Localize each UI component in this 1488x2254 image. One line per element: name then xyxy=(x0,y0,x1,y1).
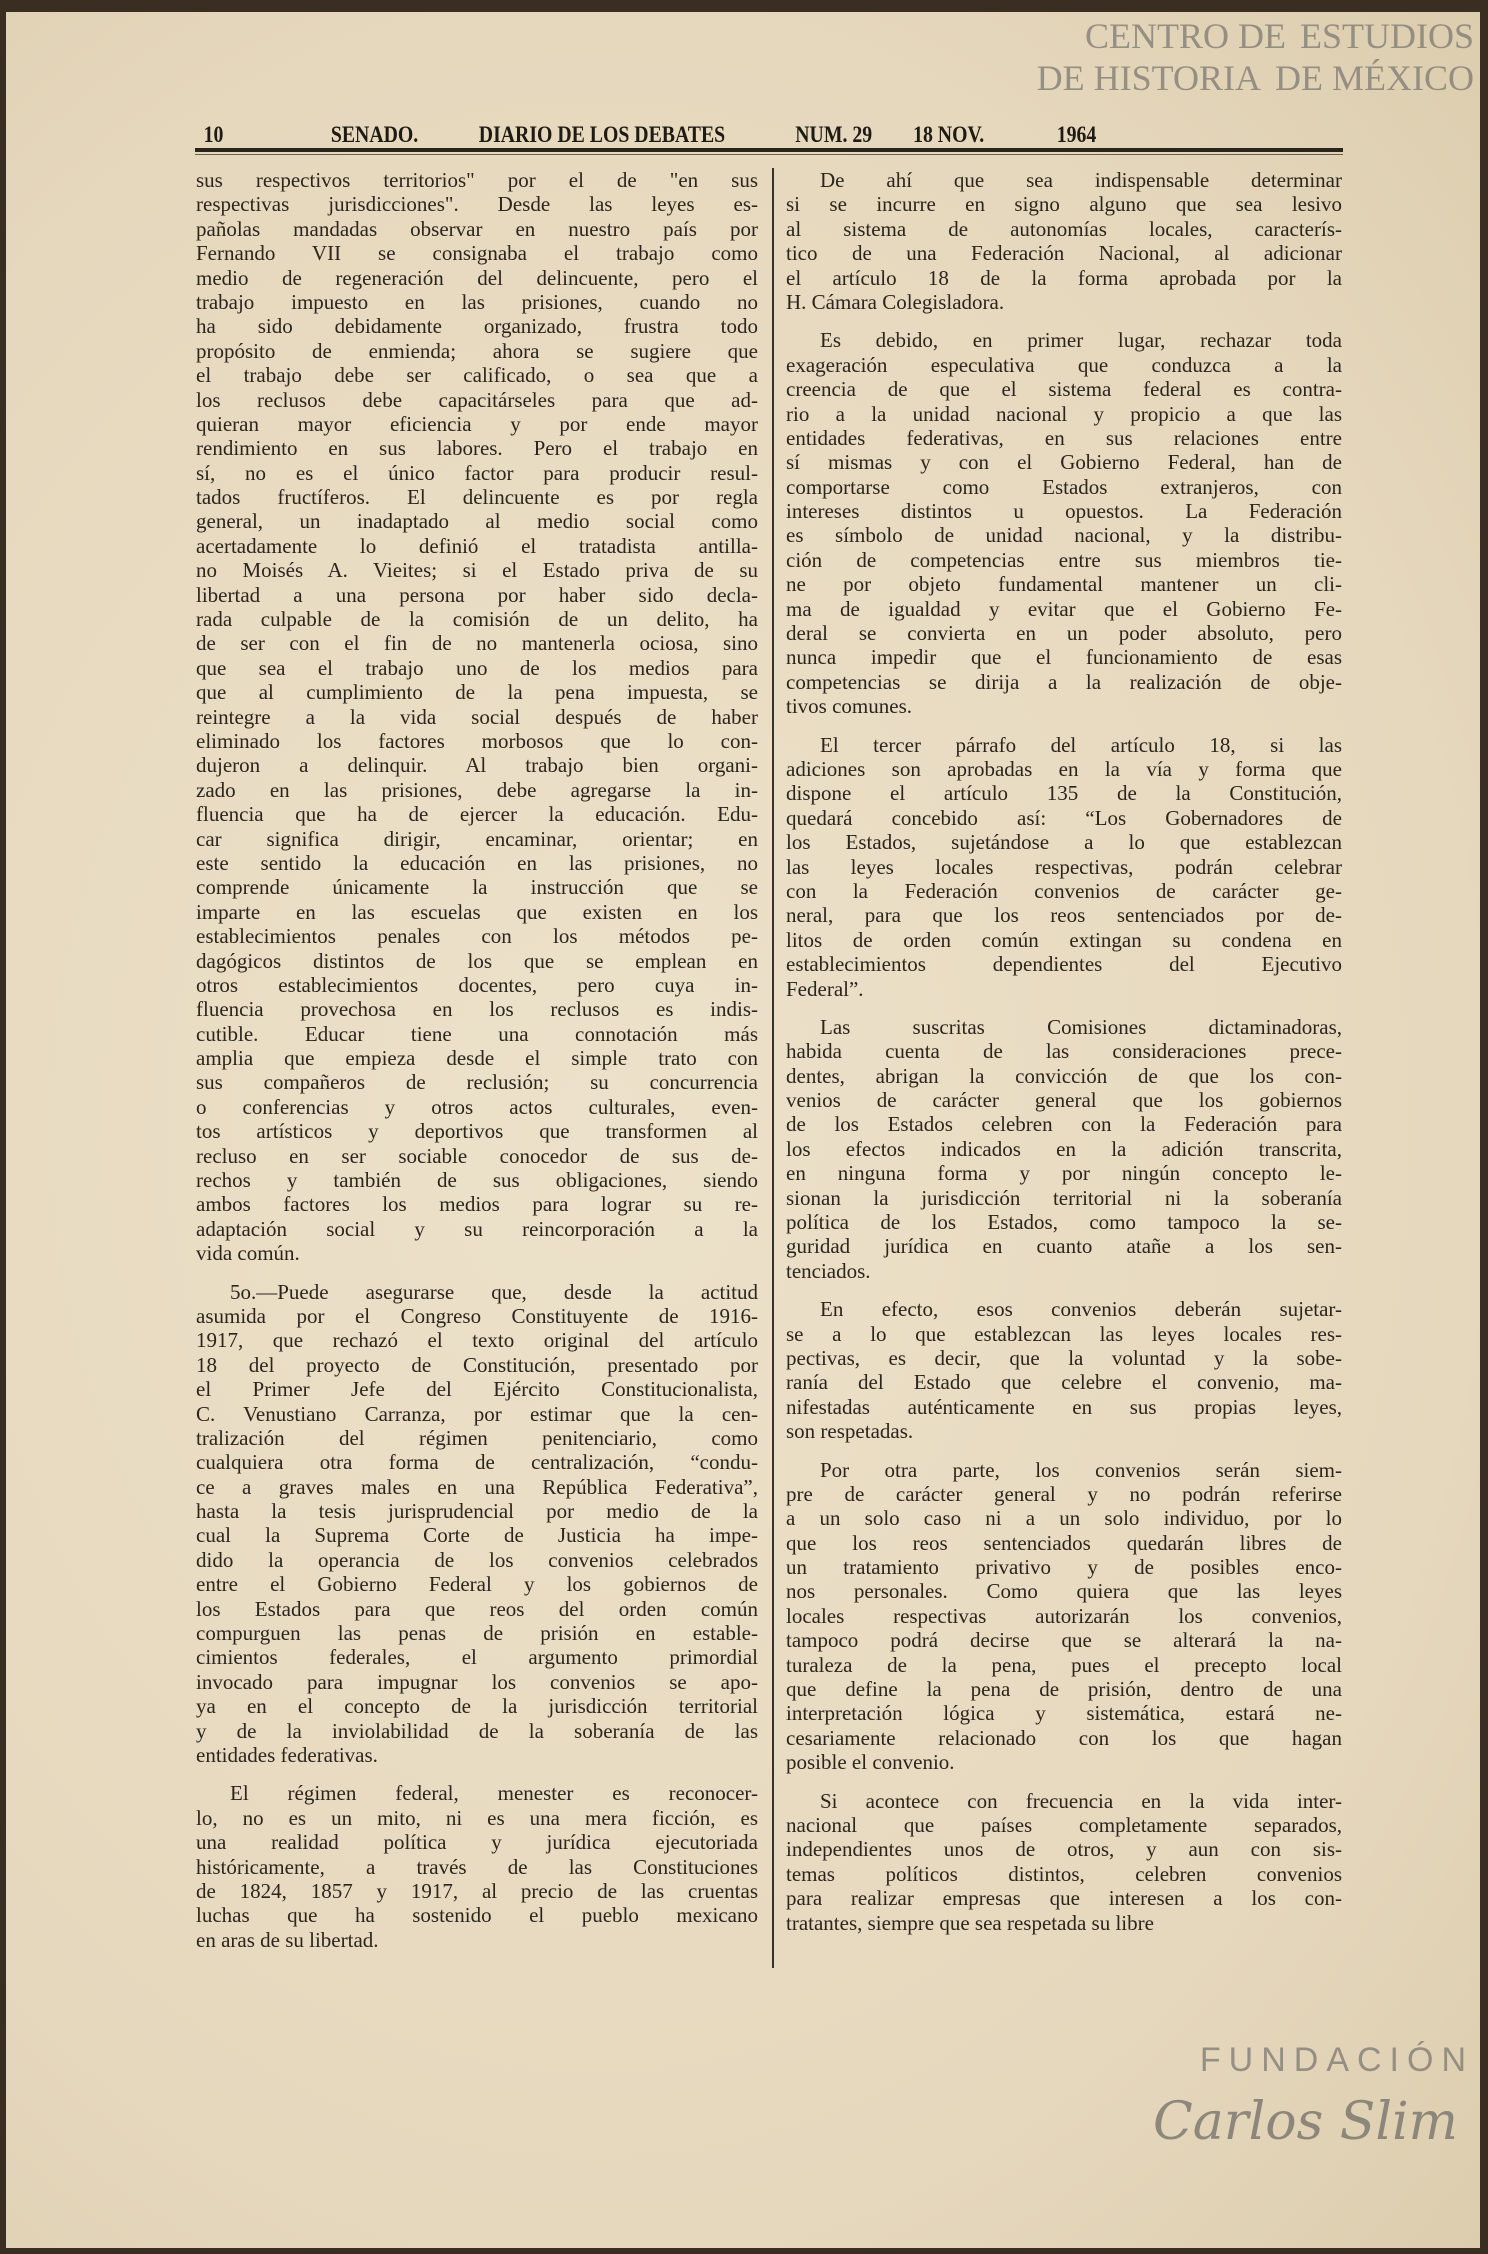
text-line: cualquiera otra forma de centralización, “condu- xyxy=(196,1450,758,1475)
text-line: un tratamiento privativo y de posibles enco- xyxy=(786,1555,1342,1580)
header-rule xyxy=(195,148,1343,152)
text-line: en ninguna forma y por ningún concepto le- xyxy=(786,1161,1342,1186)
text-line: amplia que empieza desde el simple trato con xyxy=(196,1046,758,1071)
text-line: eliminado los factores morbosos que lo con- xyxy=(196,728,758,753)
text-line: entre el Gobierno Federal y los gobiernos de xyxy=(196,1572,758,1597)
text-line: si se incurre en signo alguno que sea lesivo xyxy=(786,192,1342,217)
watermark-row xyxy=(1200,2040,1474,2080)
text-line: los efectos indicados en la adición transcrita, xyxy=(786,1136,1342,1161)
text-line: asumida por el Congreso Constituyente de 1916- xyxy=(196,1303,758,1328)
text-line: car significa dirigir, encaminar, orientar; en xyxy=(196,826,758,851)
publication-title: DIARIO DE LOS DEBATES xyxy=(478,122,726,147)
text-line: tivos comunes. xyxy=(786,694,912,719)
text-line: sí mismas y con el Gobierno Federal, han de xyxy=(786,450,1342,475)
text-line: los Estados para que reos del orden común xyxy=(196,1596,758,1621)
text-line: los reclusos debe capacitárseles para que ad- xyxy=(196,387,758,412)
text-line: trabajo impuesto en las prisiones, cuando no xyxy=(196,289,758,314)
text-line: intereses distintos u opuestos. La Federación xyxy=(786,499,1342,524)
text-line: De ahí que sea indispensable determinar xyxy=(820,168,1342,192)
text-line: respectivas jurisdicciones". Desde las leyes es- xyxy=(196,192,758,217)
text-line: quieran mayor eficiencia y por ende mayor xyxy=(196,411,758,436)
text-line: rada culpable de la comisión de un delito, ha xyxy=(196,607,758,632)
text-line: en aras de su libertad. xyxy=(196,1927,379,1952)
text-line: se a lo que establezcan las leyes locales res- xyxy=(786,1321,1342,1346)
text-line: rechos y también de sus obligaciones, siendo xyxy=(196,1168,758,1193)
text-line: dagógicos distintos de los que se emplean en xyxy=(196,948,758,973)
text-line: 1917, que rechazó el texto original del artículo xyxy=(196,1328,758,1353)
text-line: comprende únicamente la instrucción que se xyxy=(196,875,758,900)
text-line: nifestadas auténticamente en sus propias leyes, xyxy=(786,1394,1342,1419)
text-line: que sea el trabajo uno de los medios para xyxy=(196,655,758,680)
text-line: que los reos sentenciados quedarán libres de xyxy=(786,1530,1342,1555)
text-line: tralización del régimen penitenciario, como xyxy=(196,1425,758,1450)
text-line: de 1824, 1857 y 1917, al precio de las cruentas xyxy=(196,1878,758,1903)
text-line: locales respectivas autorizarán los convenios, xyxy=(786,1603,1342,1628)
text-line: invocado para impugnar los convenios se apo- xyxy=(196,1669,758,1694)
header-rule-thin xyxy=(195,154,1343,155)
paragraph xyxy=(786,733,1342,1001)
text-line: nos personales. Como quiera que las leyes xyxy=(786,1579,1342,1604)
text-line: sus compañeros de reclusión; su concurrencia xyxy=(196,1070,758,1095)
text-line: ambos factores los medios para lograr su re- xyxy=(196,1192,758,1217)
issue-date: 18 NOV. xyxy=(913,122,985,147)
text-line: las leyes locales respectivas, podrán celebrar xyxy=(786,854,1342,879)
paragraph xyxy=(196,1280,758,1768)
text-line: fluencia que ha de ejercer la educación. Edu- xyxy=(196,802,758,827)
text-line: nunca impedir que el funcionamiento de esas xyxy=(786,645,1342,670)
watermark-text: ESTUDIOS xyxy=(1299,16,1474,56)
text-line: dido la operancia de los convenios celebrados xyxy=(196,1547,758,1572)
text-line: reintegre a la vida social después de haber xyxy=(196,704,758,729)
text-line: es símbolo de unidad nacional, y la distribu- xyxy=(786,523,1342,548)
text-line: tenciados. xyxy=(786,1258,871,1283)
text-line: Fernando VII se consignaba el trabajo como xyxy=(196,241,758,266)
text-line: pañolas mandadas observar en nuestro país por xyxy=(196,216,758,241)
text-line: para realizar empresas que interesen a los con- xyxy=(786,1886,1342,1911)
text-line: lo, no es un mito, ni es una mera ficción, es xyxy=(196,1805,758,1830)
text-line: dujeron a delinquir. Al trabajo bien organi- xyxy=(196,753,758,778)
text-line: hasta la tesis jurisprudencial por medio de la xyxy=(196,1499,758,1524)
text-line: En efecto, esos convenios deberán sujetar- xyxy=(820,1297,1342,1322)
text-line: Federal”. xyxy=(786,976,864,1001)
text-line: no Moisés A. Vieites; si el Estado priva de su xyxy=(196,558,758,583)
text-line: ha sido debidamente organizado, frustra todo xyxy=(196,314,758,339)
text-line: interpretación lógica y sistemática, estará ne- xyxy=(786,1701,1342,1726)
text-line: de ser con el fin de no mantenerla ociosa, sino xyxy=(196,631,758,656)
text-line: nacional que países completamente separados, xyxy=(786,1813,1342,1837)
text-line: deral se convierta en un poder absoluto, pero xyxy=(786,621,1342,646)
text-line: imparte en las escuelas que existen en los xyxy=(196,899,758,924)
text-line: que al cumplimiento de la pena impuesta, se xyxy=(196,680,758,705)
paragraph xyxy=(786,328,1342,718)
text-line: con la Federación convenios de carácter ge- xyxy=(786,878,1342,903)
text-line: exageración especulativa que conduzca a la xyxy=(786,352,1342,377)
text-line: una realidad política y jurídica ejecutoriada xyxy=(196,1830,758,1855)
text-line: ranía del Estado que celebre el convenio, ma- xyxy=(786,1370,1342,1395)
text-line: zado en las prisiones, debe agregarse la in- xyxy=(196,777,758,802)
text-line: ne por objeto fundamental mantener un cli- xyxy=(786,572,1342,597)
page-number: 10 xyxy=(203,122,224,147)
text-line: cesariamente relacionado con los que hagan xyxy=(786,1725,1342,1750)
paragraph xyxy=(786,1458,1342,1775)
paragraph xyxy=(196,1781,758,1952)
text-line: el artículo 18 de la forma aprobada por la xyxy=(786,265,1342,290)
text-line: al sistema de autonomías locales, caracterís- xyxy=(786,216,1342,241)
text-line: adiciones son aprobadas en la vía y forma que xyxy=(786,756,1342,781)
text-line: Si acontece con frecuencia en la vida inter- xyxy=(820,1788,1342,1813)
text-line: tos artísticos y deportivos que transformen al xyxy=(196,1119,758,1144)
watermark-text: FUNDACIÓN xyxy=(1199,2041,1474,2079)
watermark-text: CENTRO DE xyxy=(1084,16,1286,56)
text-line: posible el convenio. xyxy=(786,1750,955,1775)
text-line: ma de igualdad y evitar que el Gobierno Fe- xyxy=(786,596,1342,621)
right-column xyxy=(786,168,1342,1949)
text-line: dentes, abrigan la convicción de que los con- xyxy=(786,1063,1342,1088)
text-line: pre de carácter general y no podrán referirse xyxy=(786,1481,1342,1506)
text-line: comportarse como Estados extranjeros, con xyxy=(786,474,1342,499)
watermark-signature: Carlos Slim xyxy=(1153,2092,1458,2152)
text-line: libertad a una persona por haber sido decla- xyxy=(196,582,758,607)
text-line: el Primer Jefe del Ejército Constitucionalista, xyxy=(196,1377,758,1402)
text-line: y de la inviolabilidad de la soberanía de las xyxy=(196,1718,758,1743)
text-line: ce a graves males en una República Federativa”, xyxy=(196,1474,758,1499)
text-line: neral, para que los reos sentenciados por de- xyxy=(786,903,1342,928)
text-line: fluencia provechosa en los reclusos es indis- xyxy=(196,997,758,1022)
watermark-text: DE MÉXICO xyxy=(1275,58,1474,98)
text-line: quedará concebido así: “Los Gobernadores de xyxy=(786,805,1342,830)
text-line: tampoco podrá decirse que se alterará la na- xyxy=(786,1628,1342,1653)
column-divider xyxy=(772,168,774,1968)
text-line: sionan la jurisdicción territorial ni la soberanía xyxy=(786,1185,1342,1210)
text-line: H. Cámara Colegisladora. xyxy=(786,289,1005,314)
text-line: tados fructíferos. El delincuente es por regla xyxy=(196,485,758,510)
paragraph xyxy=(786,1789,1342,1935)
text-line: dispone el artículo 135 de la Constitución, xyxy=(786,781,1342,806)
watermark-row xyxy=(1085,16,1474,56)
text-line: turaleza de la pena, pues el precepto local xyxy=(786,1652,1342,1677)
watermark-text: DE HISTORIA xyxy=(1036,58,1262,98)
text-line: vida común. xyxy=(196,1241,300,1266)
text-line: históricamente, a través de las Constituciones xyxy=(196,1854,758,1879)
text-line: pectivas, es decir, que la voluntad y la sobe- xyxy=(786,1345,1342,1370)
text-line: otros establecimientos docentes, pero cuya in- xyxy=(196,972,758,997)
text-line: son respetadas. xyxy=(786,1419,914,1444)
text-line: litos de orden común extingan su condena en xyxy=(786,927,1342,952)
text-line: ya en el concepto de la jurisdicción territorial xyxy=(196,1694,758,1719)
text-line: tratantes, siempre que sea respetada su libre xyxy=(786,1910,1154,1935)
text-line: Es debido, en primer lugar, rechazar toda xyxy=(820,328,1342,353)
text-line: El régimen federal, menester es reconocer- xyxy=(230,1781,758,1806)
text-line: habida cuenta de las consideraciones prece- xyxy=(786,1039,1342,1064)
text-line: rio a la unidad nacional y propicio a que las xyxy=(786,401,1342,426)
text-line: independientes unos de otros, y aun con sis- xyxy=(786,1837,1342,1862)
text-line: general, un inadaptado al medio social como xyxy=(196,509,758,534)
text-line: adaptación social y su reincorporación a la xyxy=(196,1216,758,1241)
text-line: o conferencias y otros actos culturales, even- xyxy=(196,1094,758,1119)
text-line: sus respectivos territorios" por el de "en sus xyxy=(196,168,758,192)
text-line: 18 del proyecto de Constitución, presentado por xyxy=(196,1352,758,1377)
text-line: C. Venustiano Carranza, por estimar que la cen- xyxy=(196,1401,758,1426)
text-line: El tercer párrafo del artículo 18, si las xyxy=(820,732,1342,757)
text-line: competencias se dirija a la realización de obje- xyxy=(786,669,1342,694)
text-line: que define la pena de prisión, dentro de una xyxy=(786,1677,1342,1702)
text-line: cual la Suprema Corte de Justicia ha impe- xyxy=(196,1523,758,1548)
text-line: medio de regeneración del delincuente, pero el xyxy=(196,265,758,290)
text-line: establecimientos penales con los métodos pe- xyxy=(196,924,758,949)
text-line: venios de carácter general que los gobiernos xyxy=(786,1088,1342,1113)
text-line: a un solo caso ni a un solo individuo, por lo xyxy=(786,1506,1342,1531)
text-line: propósito de enmienda; ahora se sugiere que xyxy=(196,338,758,363)
text-line: entidades federativas. xyxy=(196,1743,378,1767)
left-column xyxy=(196,168,758,1966)
text-line: sí, no es el único factor para producir resul- xyxy=(196,460,758,485)
issue-year: 1964 xyxy=(1056,122,1097,147)
text-line: entidades federativas, en sus relaciones entre xyxy=(786,425,1342,450)
text-line: ción de competencias entre sus miembros tie- xyxy=(786,547,1342,572)
paragraph xyxy=(786,1015,1342,1283)
text-line: política de los Estados, como tampoco la se- xyxy=(786,1210,1342,1235)
text-line: establecimientos dependientes del Ejecutivo xyxy=(786,952,1342,977)
text-line: creencia de que el sistema federal es contra- xyxy=(786,377,1342,402)
text-line: acertadamente lo definió el tratadista antilla- xyxy=(196,533,758,558)
text-line: de los Estados celebren con la Federación para xyxy=(786,1112,1342,1137)
text-line: recluso en ser sociable conocedor de sus de- xyxy=(196,1143,758,1168)
text-line: el trabajo debe ser calificado, o sea que a xyxy=(196,363,758,388)
text-line: temas políticos distintos, celebren convenios xyxy=(786,1861,1342,1886)
text-line: Por otra parte, los convenios serán siem- xyxy=(820,1457,1342,1482)
paragraph xyxy=(786,168,1342,314)
chamber-name: SENADO. xyxy=(330,122,419,147)
text-line: compurguen las penas de prisión en estable- xyxy=(196,1621,758,1646)
text-line: cutible. Educar tiene una connotación más xyxy=(196,1021,758,1046)
text-line: tico de una Federación Nacional, al adicionar xyxy=(786,241,1342,266)
text-line: Las suscritas Comisiones dictaminadoras, xyxy=(820,1014,1342,1039)
text-line: este sentido la educación en las prisiones, no xyxy=(196,850,758,875)
issue-number: NUM. 29 xyxy=(795,122,873,147)
text-line: los Estados, sujetándose a lo que establezcan xyxy=(786,830,1342,855)
text-line: rendimiento en sus labores. Pero el trabajo en xyxy=(196,436,758,461)
text-line: cimientos federales, el argumento primordial xyxy=(196,1645,758,1670)
watermark-row xyxy=(1037,58,1474,98)
text-line: guridad jurídica en cuanto atañe a los sen- xyxy=(786,1234,1342,1259)
paragraph xyxy=(786,1297,1342,1443)
paragraph xyxy=(196,168,758,1266)
text-line: 5o.—Puede asegurarse que, desde la actitud xyxy=(230,1279,758,1304)
text-line: luchas que ha sostenido el pueblo mexicano xyxy=(196,1903,758,1928)
